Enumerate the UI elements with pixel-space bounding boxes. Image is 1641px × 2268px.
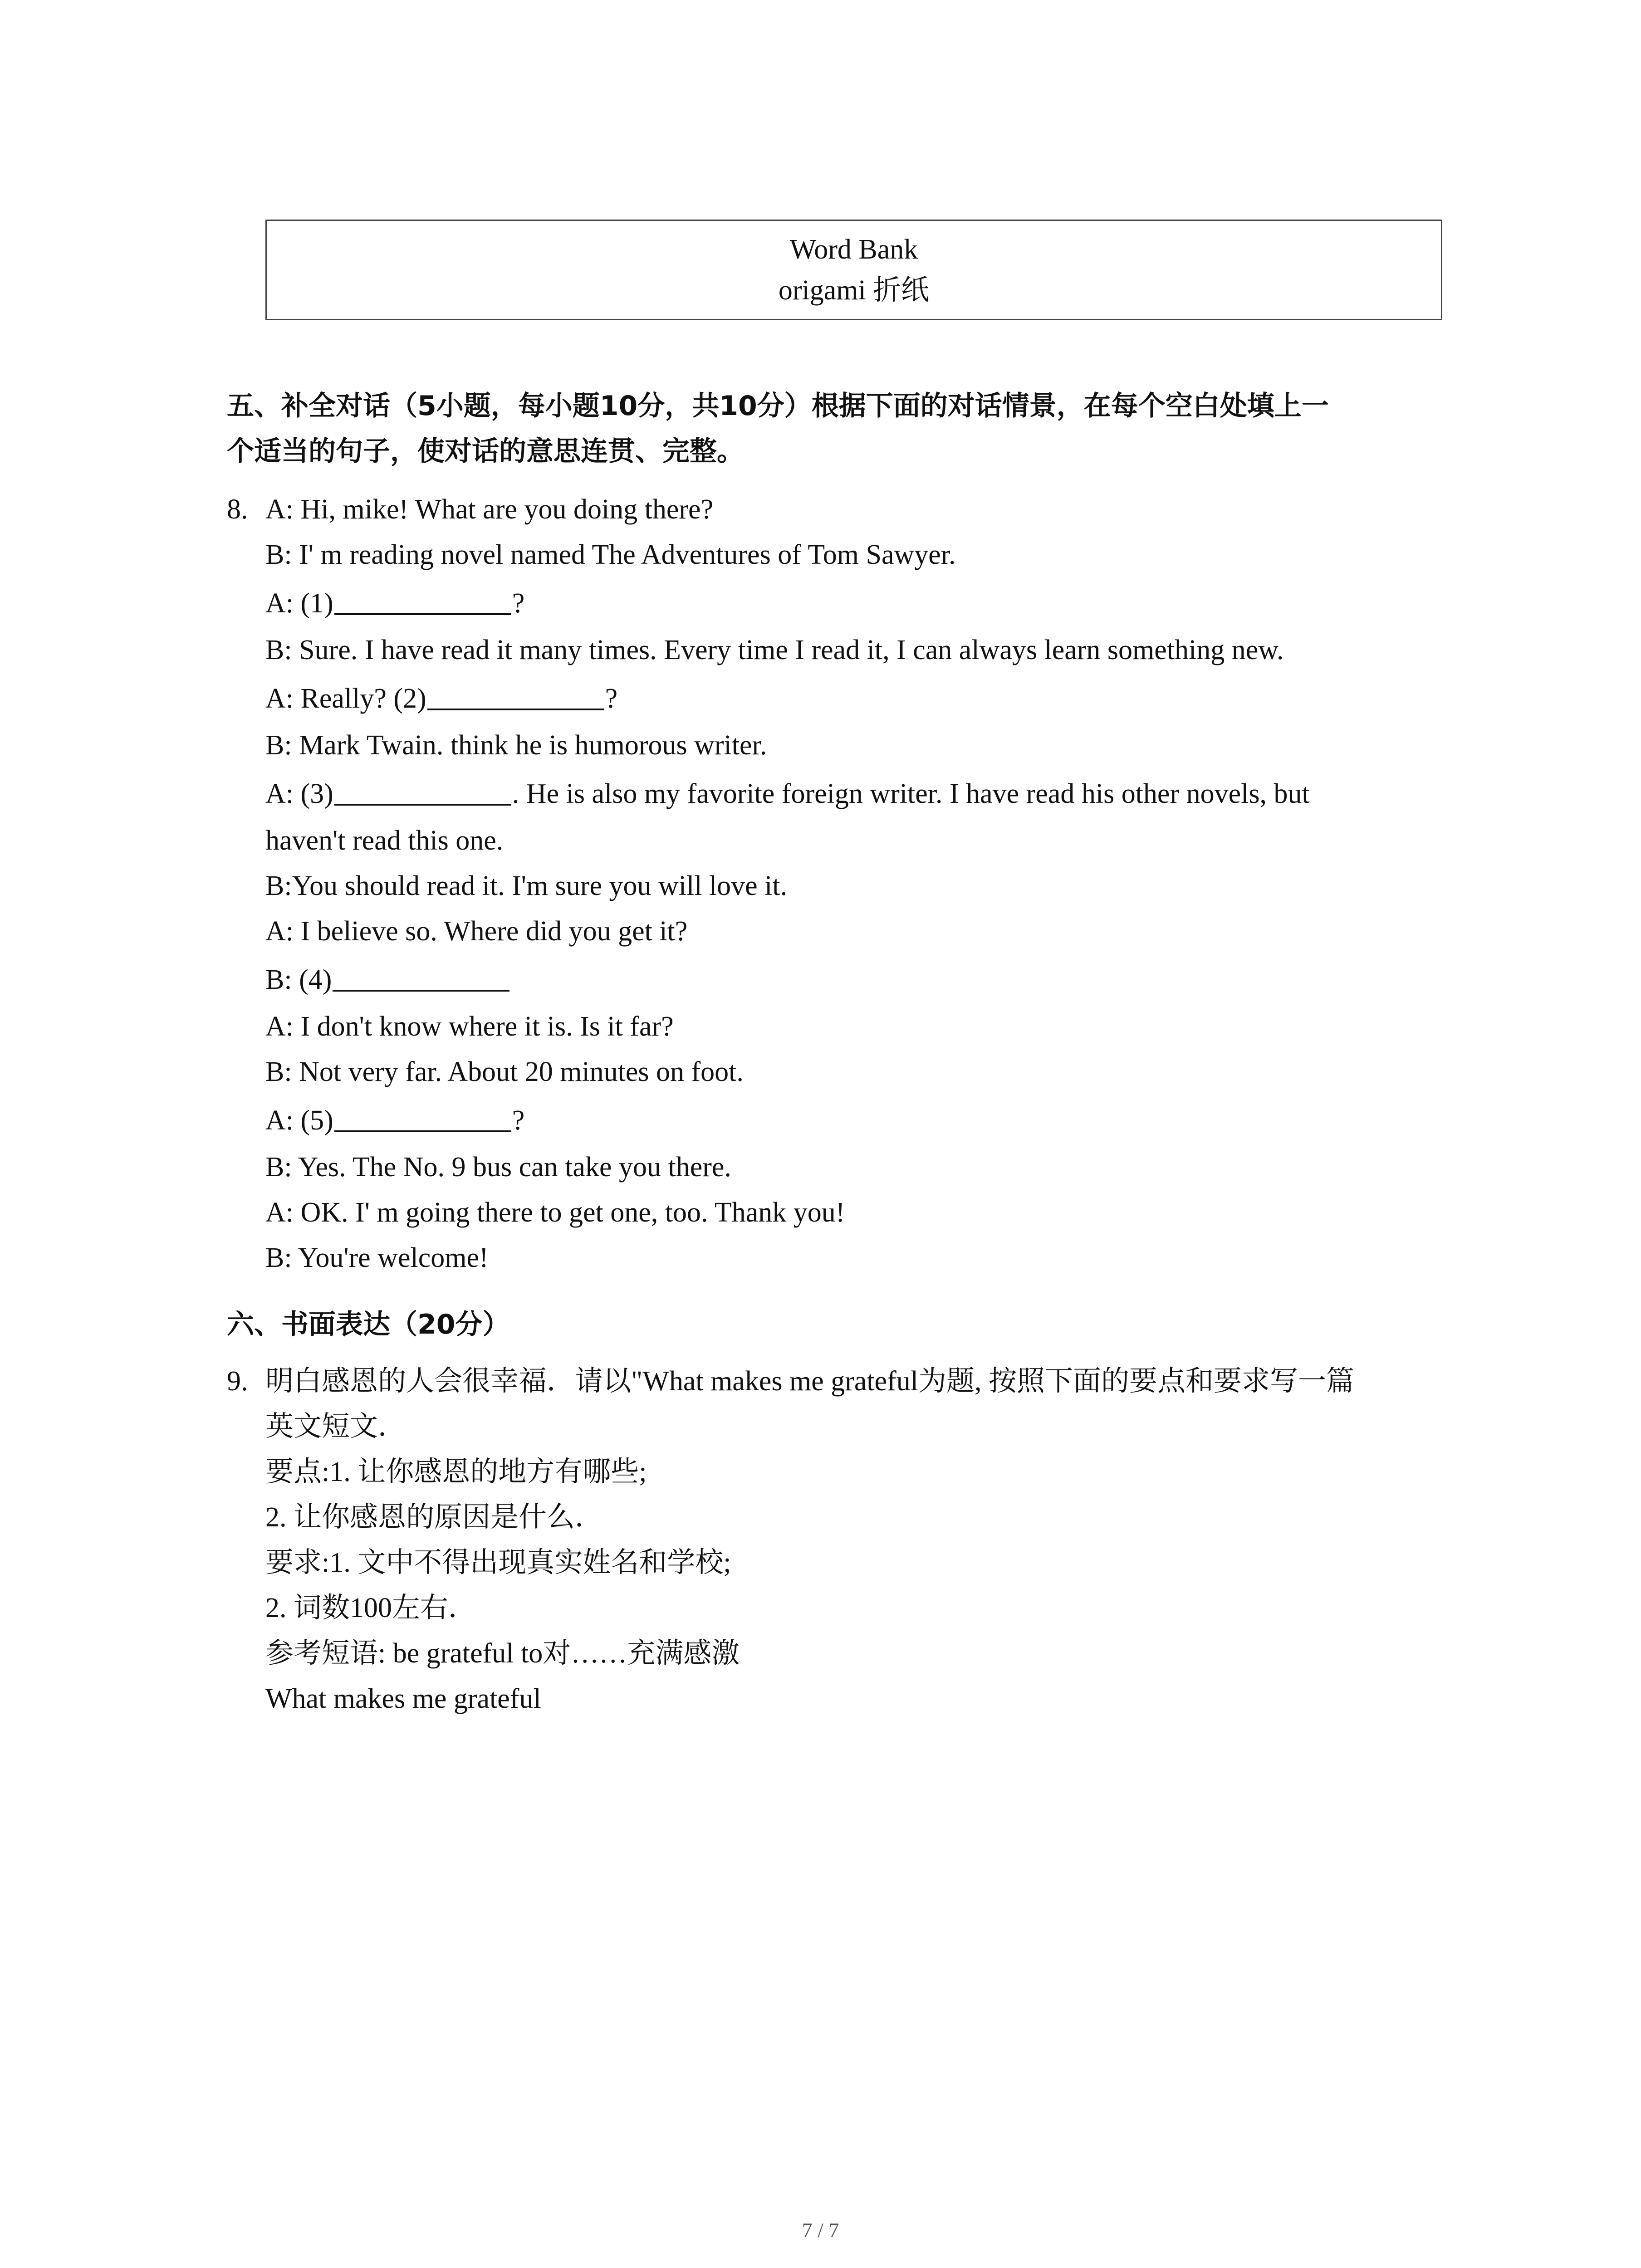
dialog-line: A: Hi, mike! What are you doing there? <box>265 494 714 525</box>
answer-blank-5[interactable] <box>334 1103 511 1132</box>
dialog-line-blank-4: B: (4) <box>265 962 510 998</box>
dialog-line-blank-1: A: (1) ? <box>265 585 524 621</box>
essay-title: What makes me grateful <box>265 1683 541 1714</box>
dialog-line: B: I' m reading novel named The Adventures of Tom Sawyer. <box>265 539 956 570</box>
dialog-line: B: You're welcome! <box>265 1242 489 1273</box>
dialog-line: B:You should read it. I'm sure you will love it. <box>265 870 788 901</box>
word-bank-box <box>265 220 1442 320</box>
answer-blank-1[interactable] <box>334 586 511 615</box>
word-bank-entry: origami 折纸 <box>778 275 930 306</box>
writing-prompt-line: 明白感恩的人会很幸福．请以"What makes me grateful为题, 按照下面的要点和要求写一篇 <box>265 1366 1354 1397</box>
writing-prompt-line: 2. 词数100左右． <box>265 1593 477 1623</box>
answer-blank-3[interactable] <box>334 777 511 806</box>
question-8-number: 8. <box>227 494 248 525</box>
section5-heading-line2: 个适当的句子，使对话的意思连贯、完整。 <box>227 435 744 467</box>
section5-heading <box>227 383 1452 474</box>
dialog-line-blank-5: A: (5) ? <box>265 1102 524 1139</box>
dialog-line: A: OK. I' m going there to get one, too. Thank you! <box>265 1197 845 1228</box>
dialog-line: A: I believe so. Where did you get it? <box>265 916 688 947</box>
dialog-line: B: Not very far. About 20 minutes on foot. <box>265 1056 744 1087</box>
writing-prompt-line: 要求:1. 文中不得出现真实姓名和学校; <box>265 1547 731 1578</box>
page-number: 7 / 7 <box>802 2219 839 2242</box>
question-9-number: 9. <box>227 1366 248 1397</box>
writing-prompt-line: 2. 让你感恩的原因是什么． <box>265 1502 603 1533</box>
answer-blank-4[interactable] <box>333 963 509 992</box>
dialog-line: B: Mark Twain. think he is humorous writer. <box>265 730 767 761</box>
word-bank-title: Word Bank <box>789 234 918 265</box>
dialog-line: A: I don't know where it is. Is it far? <box>265 1011 674 1042</box>
answer-blank-2[interactable] <box>427 681 604 710</box>
section6-heading: 六、书面表达（20分） <box>227 1309 510 1340</box>
section5-heading-line1: 五、补全对话（5小题，每小题10分，共10分）根据下面的对话情景，在每个空白处填上一 <box>227 390 1329 422</box>
writing-prompt-line: 英文短文． <box>265 1411 407 1442</box>
dialog-line: B: Sure. I have read it many times. Every time I read it, I can always learn something new. <box>265 635 1284 665</box>
dialog-line: haven't read this one. <box>265 825 504 856</box>
writing-prompt-line: 参考短语: be grateful to对……充满感激 <box>265 1638 740 1669</box>
dialog-line: B: Yes. The No. 9 bus can take you there. <box>265 1152 731 1183</box>
dialog-line-blank-2: A: Really? (2) ? <box>265 680 617 717</box>
dialog-line-blank-3: A: (3) . He is also my favorite foreign writer. I have read his other novels, but <box>265 776 1310 812</box>
writing-prompt-line: 要点:1. 让你感恩的地方有哪些; <box>265 1457 647 1487</box>
